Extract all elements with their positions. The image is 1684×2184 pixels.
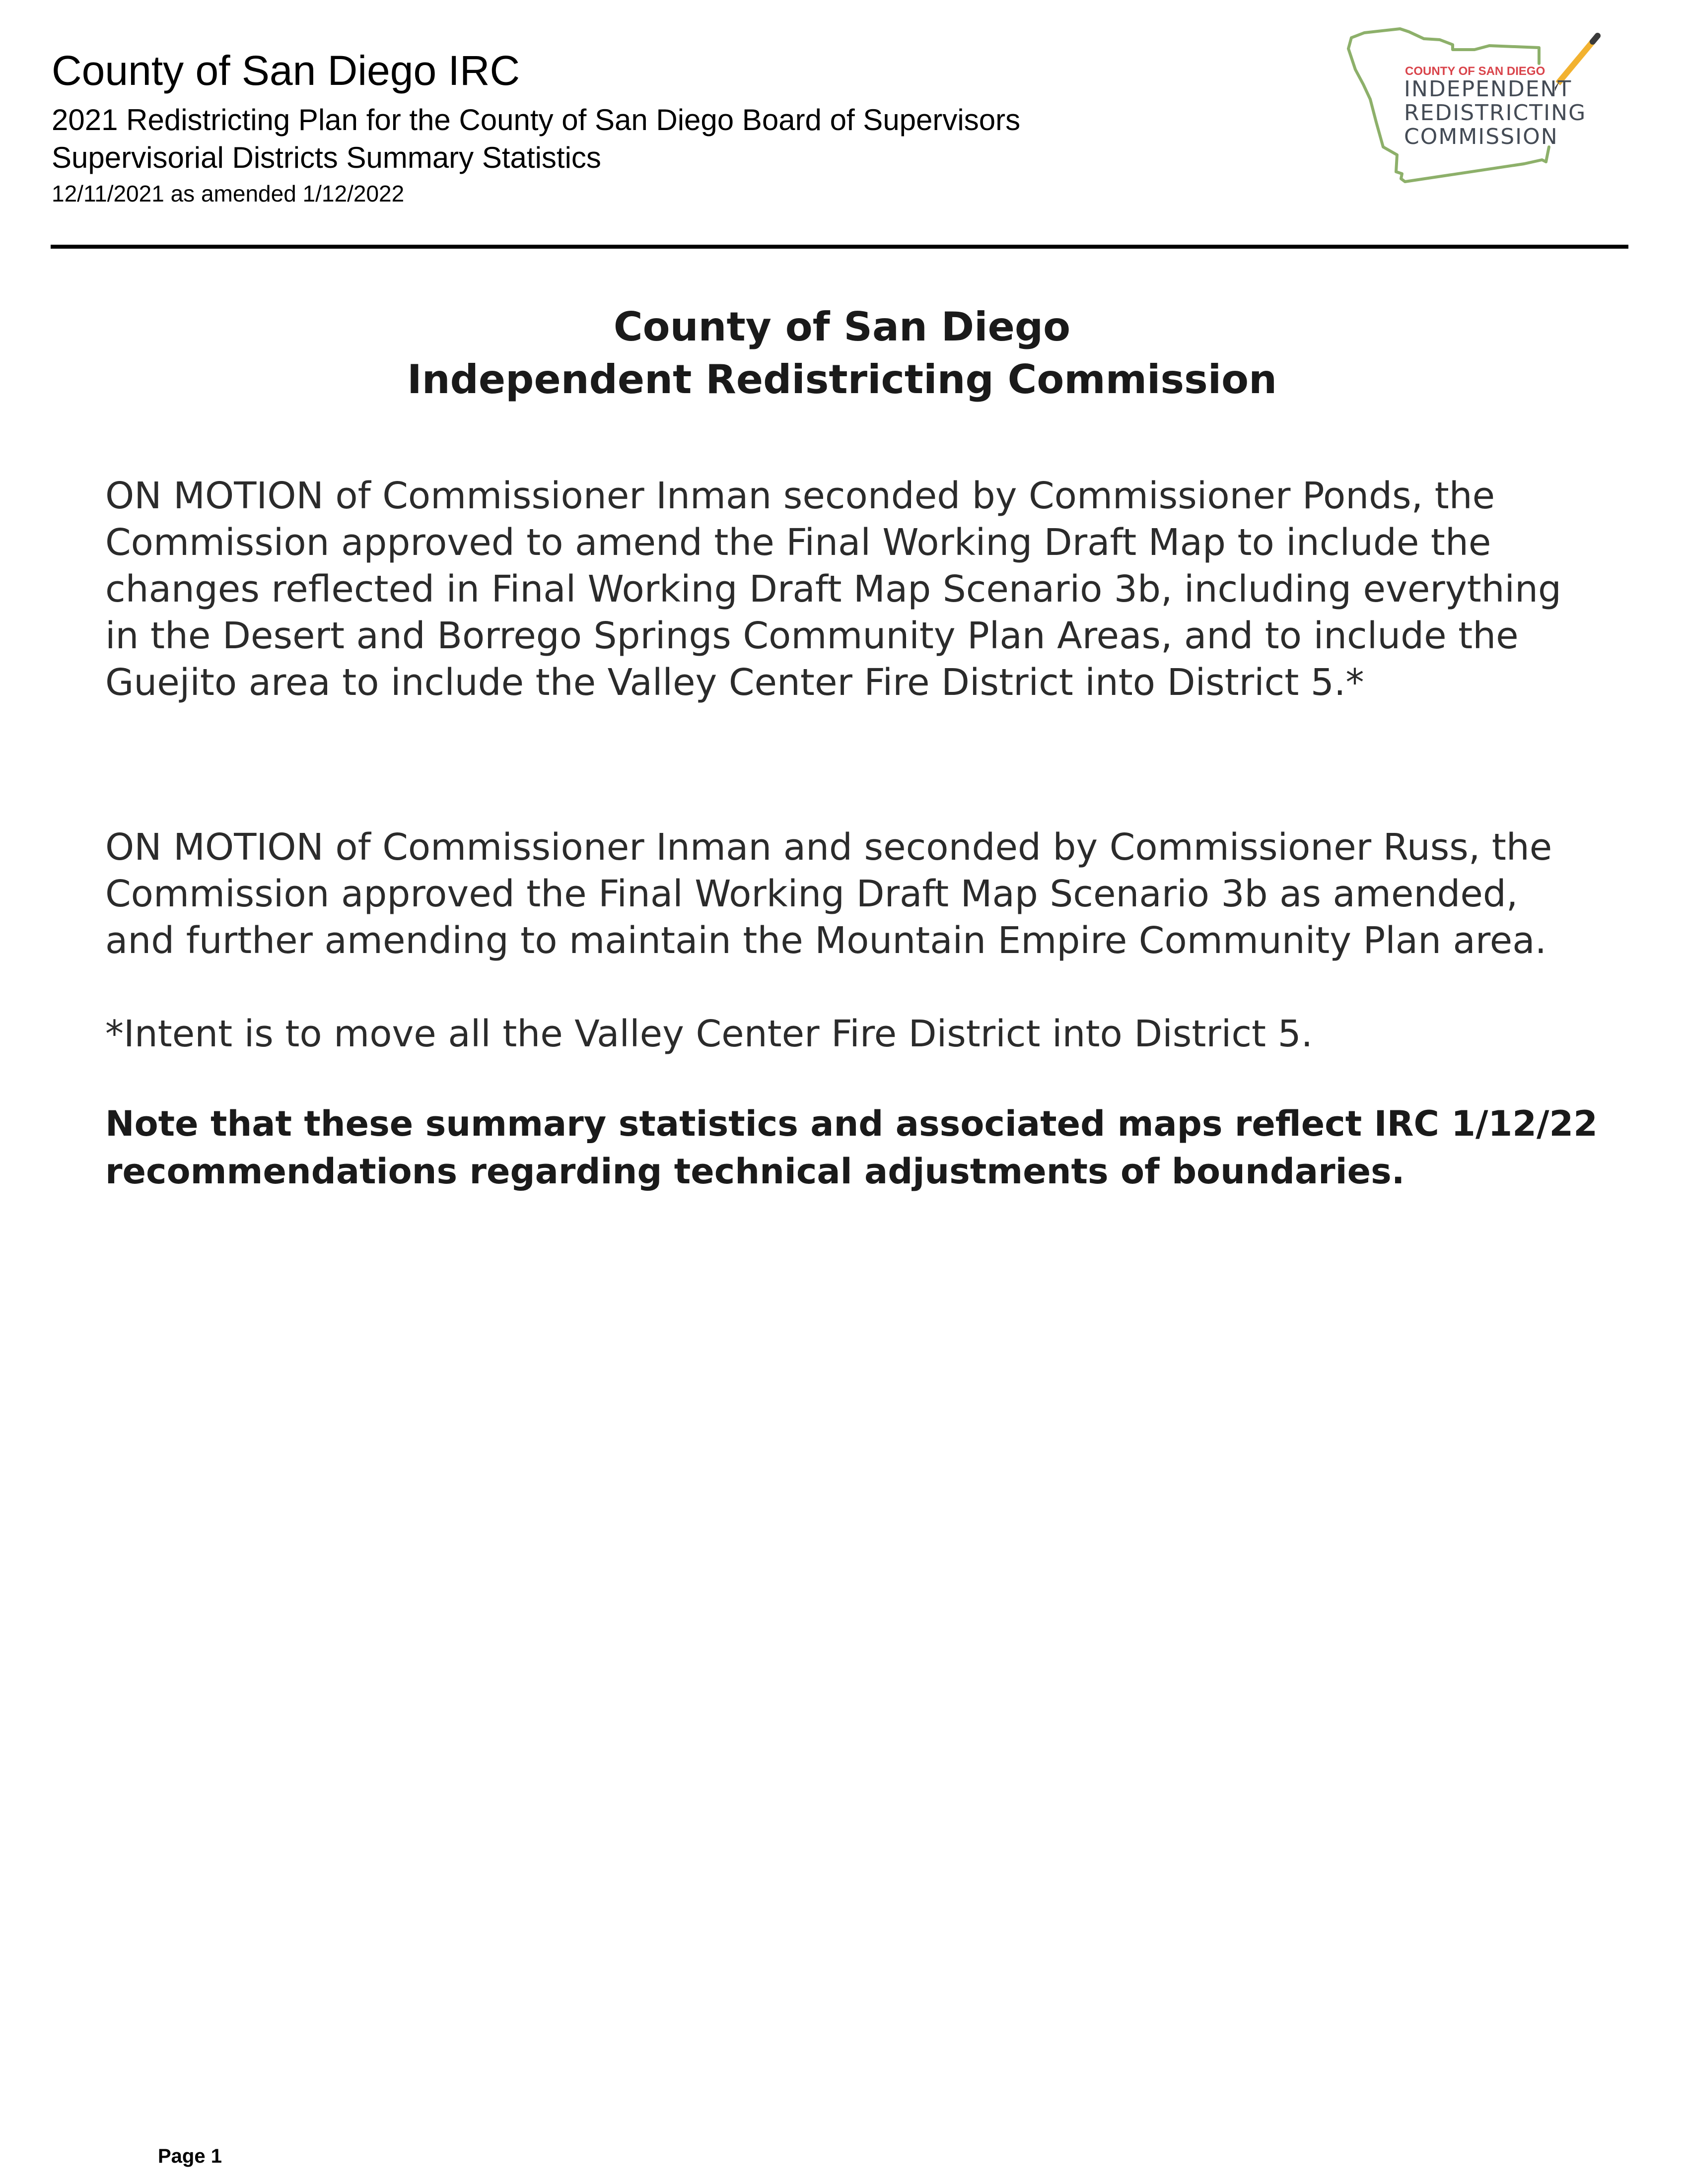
irc-logo xyxy=(1340,25,1618,194)
document-subtitle: 2021 Redistricting Plan for the County of San Diego Board of Supervisors xyxy=(52,103,1021,136)
technical-adjustments-note xyxy=(105,1100,1598,1195)
intent-note: *Intent is to move all the Valley Center Fire District into District 5. xyxy=(105,1013,1313,1055)
motion-1-line: Commission approved to amend the Final Working Draft Map to include the xyxy=(105,521,1491,564)
motion-paragraph-2 xyxy=(105,824,1595,964)
document-header xyxy=(52,46,1293,208)
motion-1-line: in the Desert and Borrego Springs Community Plan Areas, and to include the xyxy=(105,614,1519,657)
logo-word-independent: INDEPENDENT xyxy=(1404,76,1572,102)
motion-2-line: and further amending to maintain the Mountain Empire Community Plan area. xyxy=(105,919,1547,962)
motion-paragraph-1 xyxy=(105,473,1595,706)
motion-1-line: ON MOTION of Commissioner Inman seconded by Commissioner Ponds, the xyxy=(105,475,1495,517)
document-title: County of San Diego IRC xyxy=(52,47,520,94)
document-date: 12/11/2021 as amended 1/12/2022 xyxy=(52,181,405,206)
logo-kicker: COUNTY OF SAN DIEGO xyxy=(1405,65,1545,78)
motion-1-line: changes reflected in Final Working Draft Map Scenario 3b, including everything xyxy=(105,568,1561,611)
heading-line-county: County of San Diego xyxy=(613,304,1071,350)
note-line: Note that these summary statistics and associated maps reflect IRC 1/12/22 xyxy=(105,1103,1598,1144)
page-heading xyxy=(0,301,1684,406)
motion-1-line: Guejito area to include the Valley Center Fire District into District 5.* xyxy=(105,661,1364,704)
motion-2-line: Commission approved the Final Working Draft Map Scenario 3b as amended, xyxy=(105,873,1518,915)
page-number: Page 1 xyxy=(158,2145,222,2167)
motion-2-line: ON MOTION of Commissioner Inman and seconded by Commissioner Russ, the xyxy=(105,826,1552,869)
header-divider xyxy=(51,245,1628,249)
logo-word-commission: COMMISSION xyxy=(1404,124,1558,149)
document-subtitle-secondary: Supervisorial Districts Summary Statistics xyxy=(52,141,601,174)
logo-word-redistricting: REDISTRICTING xyxy=(1404,100,1587,126)
note-line: recommendations regarding technical adjustments of boundaries. xyxy=(105,1151,1405,1192)
heading-line-commission: Independent Redistricting Commission xyxy=(407,356,1277,403)
